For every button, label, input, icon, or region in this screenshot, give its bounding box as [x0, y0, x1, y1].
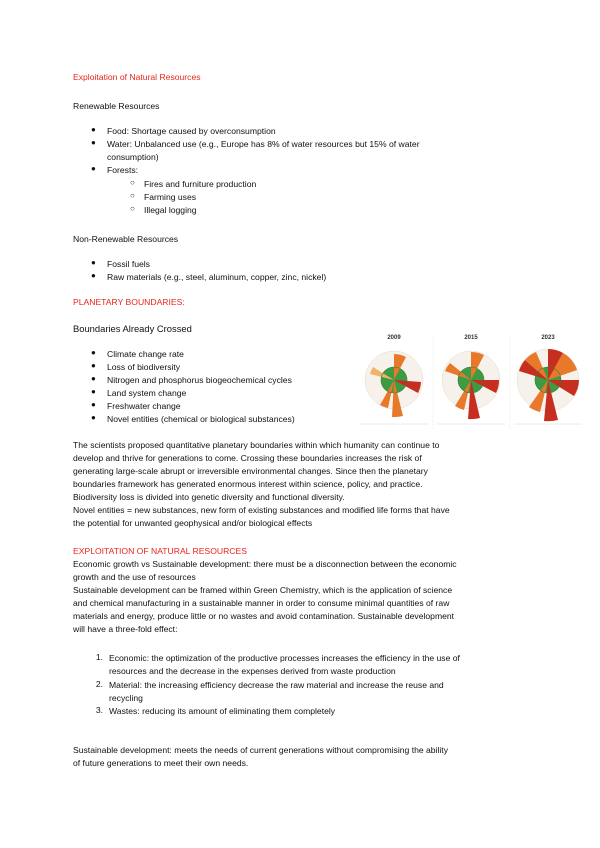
heading-renewable: Renewable Resources	[73, 101, 160, 111]
list-item: ● Fossil fuels	[91, 258, 150, 269]
bullet-icon: ●	[91, 164, 96, 173]
section-title-exploitation: Exploitation of Natural Resources	[73, 72, 201, 82]
bullet-icon: ●	[91, 387, 96, 396]
numbered-item: 3. Wastes: reducing its amount of eliminating them completely	[95, 705, 336, 716]
list-item: ● Climate change rate	[91, 348, 184, 359]
bullet-icon: ●	[91, 271, 96, 280]
paragraph-boundaries: The scientists proposed quantitative planetary boundaries within which humanity can continue to develop and thrive for generations to come. Crossing these boundaries increases the risk of generating large-scale abrupt or irreversible environmental changes. Since then the planetary boundaries framework has generated enormous interest within science, policy, and practice. Biodiversity loss is divided into genetic diversity and functional diversity. Novel entities = new substances, new form of existing substances and modified life forms that have the potential for unwanted geophysical and/or biological effects	[73, 440, 450, 528]
bullet-icon: ●	[91, 138, 96, 147]
bullet-icon: ●	[91, 361, 96, 370]
bullet-icon: ●	[91, 374, 96, 383]
list-item: ● Food: Shortage caused by overconsumption	[91, 125, 276, 136]
year-label-2015: 2015	[464, 335, 478, 341]
numbered-item: 1. Economic: the optimization of the productive processes increases the efficiency in the use of resources and the decrease in the expenses derived from waste production	[95, 652, 460, 676]
paragraph-definition: Sustainable development: meets the needs of current generations without compromising the ability of future generations to meet their own needs.	[73, 745, 448, 768]
list-item: ● Freshwater change	[91, 400, 181, 411]
sub-list-item: ○ Farming uses	[130, 191, 197, 202]
sub-list-item: ○ Illegal logging	[130, 204, 197, 215]
list-item: ● Land system change	[91, 387, 187, 398]
list-item: ● Nitrogen and phosphorus biogeochemical cycles	[91, 374, 292, 385]
sub-list-item: ○ Fires and furniture production	[130, 178, 257, 189]
circle-bullet-icon: ○	[130, 178, 135, 187]
list-item: ● Raw materials (e.g., steel, aluminum, copper, zinc, nickel)	[91, 271, 327, 282]
circle-bullet-icon: ○	[130, 191, 135, 200]
list-item: ● Loss of biodiversity	[91, 361, 181, 372]
list-item: ● Forests:	[91, 164, 139, 175]
numbered-item: 2. Material: the increasing efficiency decrease the raw material and increase the reuse and recycling	[95, 679, 444, 703]
planetary-boundaries-figure	[358, 330, 584, 434]
heading-planetary-boundaries: PLANETARY BOUNDARIES:	[73, 297, 185, 307]
year-label-2023: 2023	[541, 335, 555, 341]
paragraph-sustainable: Economic growth vs Sustainable development: there must be a disconnection between the economic growth and the use of resources Sustainable development can be framed within Green Chemistry, which is the application of science and chemical manufacturing in a sustainable manner in order to consume minimal quantities of raw materials and energy, produce little or no wastes and avoid contamination. Sustainable development will have a three-fold effect:	[73, 559, 457, 634]
heading-nonrenewable: Non-Renewable Resources	[73, 234, 179, 244]
heading-boundaries-crossed: Boundaries Already Crossed	[73, 323, 192, 334]
panel-2009	[360, 335, 428, 424]
list-item: ● Water: Unbalanced use (e.g., Europe has 8% of water resources but 15% of water	[91, 138, 420, 149]
panel-2023	[514, 335, 582, 424]
heading-exploitation-caps: EXPLOITATION OF NATURAL RESOURCES	[73, 546, 247, 556]
circle-bullet-icon: ○	[130, 204, 135, 213]
list-item-continuation: consumption)	[107, 152, 159, 162]
panel-2015	[437, 335, 505, 424]
bullet-icon: ●	[91, 125, 96, 134]
bullet-icon: ●	[91, 348, 96, 357]
bullet-icon: ●	[91, 258, 96, 267]
year-label-2009: 2009	[387, 335, 401, 341]
bullet-icon: ●	[91, 413, 96, 422]
bullet-icon: ●	[91, 400, 96, 409]
list-item: ● Novel entities (chemical or biological substances)	[91, 413, 295, 424]
